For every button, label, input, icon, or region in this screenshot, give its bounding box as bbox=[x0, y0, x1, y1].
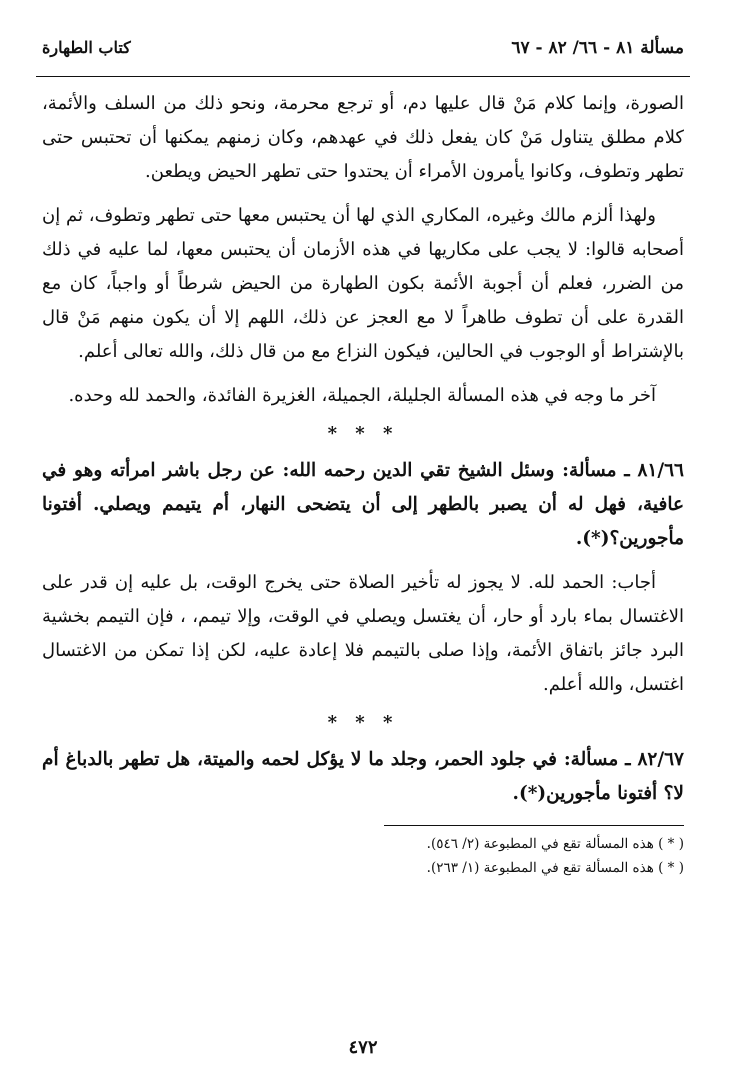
paragraph-1: الصورة، وإنما كلام مَنْ قال عليها دم، أو ترجع محرمة، ونحو ذلك من السلف والأئمة، كلام مطلق يتناول مَنْ كان يفعل ذلك في عهدهم، وكان زمنهم يمكنها أن تحتبس حتى تطهر وتطوف، وكانوا يأمرون الأمراء أن يحتدوا حتى تطهر الحيض ويطعن. bbox=[42, 93, 684, 182]
footnote-1: ( * ) هذه المسألة تقع في المطبوعة (٢/ ٥٤٦). bbox=[426, 836, 684, 852]
header-book-title: كتاب الطهارة bbox=[42, 38, 131, 57]
footnote-divider bbox=[384, 825, 684, 826]
page-content bbox=[36, 77, 690, 880]
section-separator-1: * * * bbox=[327, 423, 399, 444]
footnote-2: ( * ) هذه المسألة تقع في المطبوعة (١/ ٢٦٣). bbox=[426, 860, 684, 876]
header-issue-numbers: مسألة ٨١ - ٦٦/ ٨٢ - ٦٧ bbox=[511, 38, 684, 58]
paragraph-2: ولهذا ألزم مالك وغيره، المكاري الذي لها أن يحتبس معها حتى تطهر وتطوف، ثم إن أصحابه قالوا: لا يجب على مكاريها في هذه الأزمان أن يحتبس معها، لما عليه في ذلك من الضرر، فعلم أن أجوبة الأئمة بكون الطهارة من الحيض شرطاً أو واجباً، كان مع القدرة على أن تطوف طاهراً لا مع العجز عن ذلك، اللهم إلا أن يكون منهم مَنْ قال بالإشتراط أو الوجوب في الحالين، فيكون النزاع مع من قال ذلك، والله تعالى أعلم. bbox=[42, 205, 684, 362]
page-number: ٤٧٢ bbox=[348, 1037, 378, 1058]
question-82: ٨٢/٦٧ ـ مسألة: في جلود الحمر، وجلد ما لا يؤكل لحمه والميتة، هل تطهر بالدباغ أم لا؟ أفتونا مأجورين(*). bbox=[42, 749, 684, 804]
section-separator-2: * * * bbox=[327, 712, 399, 733]
book-page bbox=[36, 38, 690, 1058]
answer-81: أجاب: الحمد لله. لا يجوز له تأخير الصلاة حتى يخرج الوقت، بل عليه إن قدر على الاغتسال بماء بارد أو حار، أن يغتسل ويصلي في الوقت، وإلا تيمم، ، فإن التيمم بخشية البرد جائز باتفاق الأئمة، وإذا صلى بالتيمم فلا إعادة عليه، لكن إذا تمكن من الاغتسال اغتسل، والله أعلم. bbox=[42, 572, 684, 695]
running-header bbox=[36, 38, 690, 77]
question-81: ٨١/٦٦ ـ مسألة: وسئل الشيخ تقي الدين رحمه الله: عن رجل باشر امرأته وهو في عافية، فهل له أن يصبر بالطهر إلى أن يتضحى النهار، أم يتيمم ويصلي. أفتونا مأجورين؟(*). bbox=[42, 460, 684, 549]
paragraph-3: آخر ما وجه في هذه المسألة الجليلة، الجميلة، الغزيرة الفائدة، والحمد لله وحده. bbox=[68, 385, 656, 406]
